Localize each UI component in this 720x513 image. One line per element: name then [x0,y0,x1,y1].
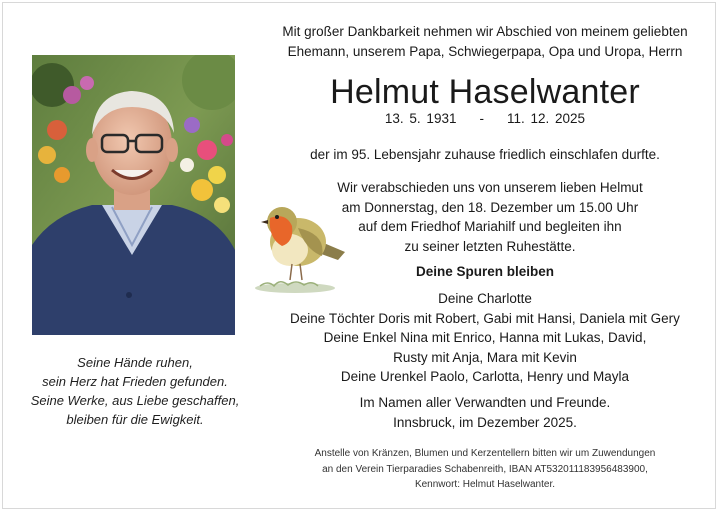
poem-line: Seine Werke, aus Liebe geschaffen, [30,393,240,408]
spuren-heading: Deine Spuren bleiben [415,264,555,279]
farewell-text [300,178,680,256]
mourners-list [260,289,710,387]
death-date: 11. 12. 2025 [507,111,586,126]
note-line: Anstelle von Kränzen, Blumen und Kerzentellern bitten wir um Zuwendungen [314,448,656,459]
life-dates [260,110,710,128]
note-line: an den Verein Tierparadies Schabenreith, IBAN AT532011183956483900, [322,463,648,475]
farewell-line: am Donnerstag, den 18. Dezember um 15.00 Uhr [341,199,639,215]
intro-line: Ehemann, unserem Papa, Schwiegerpapa, Opa und Uropa, Herrn [287,43,683,59]
closing-text [260,393,710,432]
note-line: Kennwort: Helmut Haselwanter. [414,479,556,490]
closing-line: Im Namen aller Verwandten und Freunde. [359,395,611,410]
mourner-line: Deine Urenkel Paolo, Carlotta, Henry und Mayla [340,369,630,384]
mourner-line: Deine Charlotte [438,291,532,306]
date-separator: - [479,111,484,126]
birth-date: 13. 5. 1931 [384,111,457,126]
mourner-line: Deine Töchter Doris mit Robert, Gabi mit Hansi, Daniela mit Gery [290,310,680,326]
poem-line: bleiben für die Ewigkeit. [66,412,204,427]
farewell-line: auf dem Friedhof Mariahilf und begleiten ihn [358,219,622,234]
mourner-line: Rusty mit Anja, Mara mit Kevin [393,349,577,365]
donation-note [260,446,710,493]
closing-line: Innsbruck, im Dezember 2025. [393,414,577,430]
poem-line: sein Herz hat Frieden gefunden. [42,374,228,389]
intro-line: Mit großer Dankbarkeit nehmen wir Abschied von meinem geliebten [282,24,688,39]
portrait-photo [32,55,235,335]
poem [0,353,270,429]
mourner-line: Deine Enkel Nina mit Enrico, Hanna mit Lukas, David, [323,330,647,345]
farewell-line: Wir verabschieden uns von unserem lieben Helmut [337,180,643,195]
farewell-line: zu seiner letzten Ruhestätte. [404,238,576,254]
intro-text [260,22,710,61]
died-text: der im 95. Lebensjahr zuhause friedlich einschlafen durfte. [310,147,660,162]
deceased-name: Helmut Haselwanter [330,73,640,111]
poem-line: Seine Hände ruhen, [77,355,193,370]
